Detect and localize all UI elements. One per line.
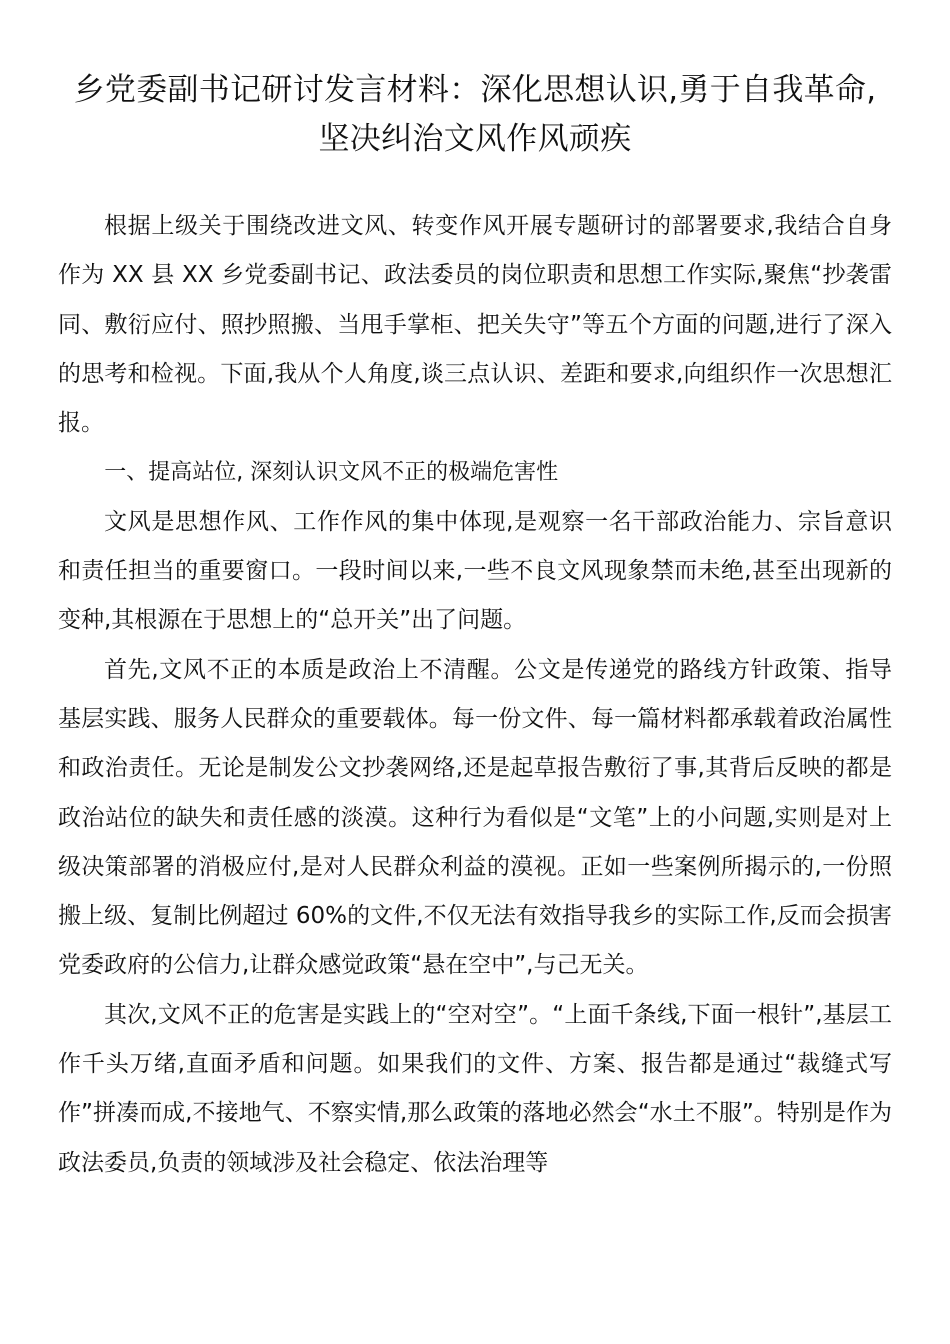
section-heading-1: 一、提高站位, 深刻认识文风不正的极端危害性 — [104, 460, 559, 486]
document-body — [58, 202, 892, 1188]
document-page — [58, 66, 892, 1188]
paragraph-first-point: 首先,文风不正的本质是政治上不清醒。公文是传递党的路线方针政策、指导基层实践、服务人民群众的重要载体。每一份文件、每一篇材料都承载着政治属性和政治责任。无论是制发公文抄袭网络,还是起草报告敷衍了事,其背后反映的都是政治站位的缺失和责任感的淡漠。这种行为看似是“文笔”上的小问题,实则是对上级决策部署的消极应付,是对人民群众利益的漠视。正如一些案例所揭示的,一份照搬上级、复制比例超过 60%的文件,不仅无法有效指导我乡的实际工作,反而会损害党委政府的公信力,让群众感觉政策“悬在空中”,与己无关。 — [58, 656, 892, 979]
paragraph-writing-style: 文风是思想作风、工作作风的集中体现,是观察一名干部政治能力、宗旨意识和责任担当的重要窗口。一段时间以来,一些不良文风现象禁而未绝,甚至出现新的变种,其根源在于思想上的“总开关”出了问题。 — [58, 508, 892, 634]
document-title: 乡党委副书记研讨发言材料：深化思想认识,勇于自我革命,坚决纠治文风作风顽疾 — [73, 72, 877, 157]
paragraph-second-point: 其次,文风不正的危害是实践上的“空对空”。“上面千条线,下面一根针”,基层工作千头万绪,直面矛盾和问题。如果我们的文件、方案、报告都是通过“裁缝式写作”拼凑而成,不接地气、不察实情,那么政策的落地必然会“水土不服”。特别是作为政法委员,负责的领域涉及社会稳定、依法治理等 — [58, 1001, 892, 1176]
paragraph-intro: 根据上级关于围绕改进文风、转变作风开展专题研讨的部署要求,我结合自身作为 XX 县 XX 乡党委副书记、政法委员的岗位职责和思想工作实际,聚焦“抄袭雷同、敷衍应付、照抄照搬、当甩手掌柜、把关失守”等五个方面的问题,进行了深入的思考和检视。下面,我从个人角度,谈三点认识、差距和要求,向组织作一次思想汇报。 — [58, 213, 892, 437]
